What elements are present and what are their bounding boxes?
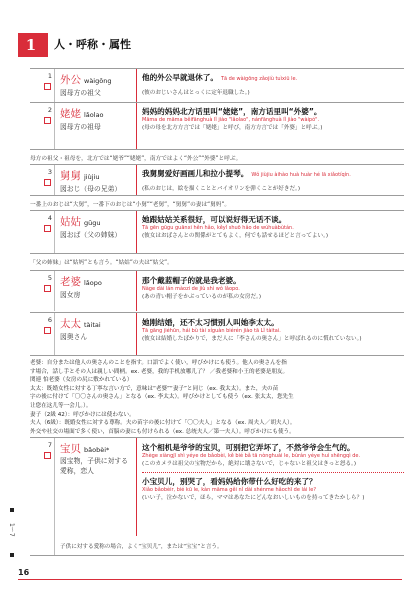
entry-6 — [30, 312, 404, 355]
entry-5 — [30, 270, 404, 311]
entry-1 — [30, 68, 404, 102]
example — [142, 317, 404, 342]
entry-word: 老婆 lǎopo — [60, 276, 102, 288]
divider — [54, 438, 55, 556]
example — [142, 106, 404, 131]
usage-line: 外交や社交の場面で多く使い，首脳の妻にも付けられる（ex. 总统夫人／第一夫人）。呼びかけにも使う。 — [30, 428, 295, 435]
example-cn: 这个相机是爷爷的宝贝，可别把它弄坏了，不然爷爷会生气的。 — [142, 443, 355, 452]
entry-number: 5 — [47, 274, 52, 282]
entry-number: 2 — [47, 106, 52, 114]
note: 「父の姉妹」は“姑妈”とも言う。“姑姑”の夫は“姑父”。 — [30, 253, 404, 266]
entry-checkbox[interactable] — [44, 452, 51, 459]
entry-checkbox[interactable] — [44, 83, 51, 90]
example-ja: (彼のおじいさんはとっくに定年退職した。) — [142, 90, 250, 96]
divider — [136, 165, 137, 195]
example-pinyin: Tā gāng jiéhūn, hái bù tài xíguàn biérén jiào tā Lǐ tàitai. — [142, 328, 281, 334]
divider — [54, 103, 55, 149]
example-cn: 我舅舅爱好画画儿和拉小提琴。 Wǒ jiùjiu àihào huà huàr hé lā xiǎotíqín. — [142, 169, 351, 178]
entry-meaning: 図宝物，子供に対する愛称，恋人 — [60, 457, 128, 475]
usage-line: 老婆：自分または他人の奥さんのことを指す。口語でよく使い，呼びかけにも使う。他人の奥さんを指 — [30, 360, 287, 366]
divider — [54, 271, 55, 311]
usage-line: 字の後に付けて「〇〇さんの奥さん」となる（ex. 李太太）。呼びかけとしても使う（ex. 张太太，您先生 — [30, 394, 294, 401]
example — [142, 72, 404, 96]
chapter-number: 1 — [25, 36, 37, 54]
example-cn: 他的外公早就退休了。 Tā de wàigōng zǎojiù tuìxiū le. — [142, 73, 298, 82]
entry-meaning: 図おじ（母の兄弟） — [60, 185, 122, 193]
usage-line: 让您在这儿等一会儿。）。 — [30, 402, 92, 409]
usage-line: す場合，話し手とその人は親しい間柄。ex. 老婆，我的手机放哪儿了？ ／我老婆和小王的老婆是朋友。 — [30, 368, 289, 375]
footer-line — [18, 579, 402, 580]
example — [142, 275, 404, 300]
entry-number: 6 — [47, 316, 52, 324]
entry-meaning: 図母方の祖父 — [60, 89, 101, 97]
example — [142, 168, 404, 192]
usage-notes — [30, 355, 404, 436]
entry-number: 1 — [47, 72, 52, 80]
divider — [136, 103, 137, 149]
divider — [136, 211, 137, 253]
usage-line: 関連 怕老婆（女房の尻に敷かれている） — [30, 377, 133, 384]
example-ja: (あの青い帽子をかぶっているのが私の女房だ。) — [142, 294, 262, 300]
entry-checkbox[interactable] — [44, 327, 51, 334]
usage-line: 妻子（2級 42）：呼びかけには使わない。 — [30, 411, 135, 418]
side-marker — [10, 508, 14, 512]
example-pinyin: Māma de māma běifānghuà lǐ jiào "lǎolao", nánfānghuà lǐ jiào "wàipó". — [142, 117, 320, 123]
entry-meaning: 図母方の祖母 — [60, 123, 101, 131]
entry-meaning: 図奥さん — [60, 333, 88, 341]
note: 一番上のおじは“大舅”，一番下のおじは“小舅”“老舅”，“舅舅”の妻は“舅妈”。 — [30, 195, 404, 208]
divider — [136, 438, 137, 536]
divider — [54, 69, 55, 102]
note: 母方の祖父・祖母を，北方では“姥爷”“姥姥”，南方ではよく“外公”“外婆”と呼ぶ。 — [30, 149, 404, 162]
example-ja: (彼女は結婚したばかりで，まだ人に「李さんの奥さん」と呼ばれるのに慣れていない。) — [142, 336, 362, 342]
example-ja: (彼女はおばさんとの関係がとてもよく，何でも話せるほどと言ってよい。) — [142, 233, 329, 239]
entry-word: 宝贝 bǎobèi* — [60, 443, 110, 455]
example-ja: (いい子，泣かないで，ほら，ママはあなたにどんなおいしいものを持ってきたかしら？) — [142, 495, 365, 501]
divider — [136, 313, 137, 355]
example-pinyin: Nàge dài lán màozi de jiù shì wǒ lǎopo. — [142, 286, 240, 292]
chapter-header — [18, 33, 402, 57]
example-cn: 小宝贝儿，别哭了，看妈妈给你带什么好吃的来了？ — [142, 477, 317, 486]
entry-number: 3 — [47, 168, 52, 176]
example-cn: 她刚结婚，还不太习惯别人叫她李太太。 — [142, 318, 279, 327]
entry-checkbox[interactable] — [44, 285, 51, 292]
chapter-title: 人・呼称・属性 — [48, 33, 404, 57]
divider — [54, 313, 55, 355]
side-marker — [10, 553, 14, 557]
example-ja: (私のおじは，絵を描くこととバイオリンを弾くことが好きだ。) — [142, 186, 301, 192]
example — [142, 442, 404, 501]
divider — [30, 555, 404, 556]
usage-line: 太太：既婚女性に対する丁寧な言い方で，意味は“老婆”“妻子”と同じ（ex. 我太太）。また，夫の苗 — [30, 385, 279, 392]
divider — [136, 271, 137, 311]
example-pinyin: Zhège xiàngjī shì yéye de bǎobèi, kě bié bǎ tā nònghuài le, bùrán yéye huì shēngqì de. — [142, 453, 361, 459]
example — [142, 214, 404, 239]
side-label: 1〜7 — [8, 523, 15, 537]
example-ja: (このカメラは祖父の宝物だから，絶対に壊さないで，じゃないと祖父はきっと怒る。) — [142, 461, 357, 467]
entry-2 — [30, 102, 404, 149]
entry-meaning: 図おば（父の姉妹） — [60, 231, 122, 239]
example-pinyin: Tā gēn gūgu guānxi hěn hǎo, kěyǐ shuō hǎo de wúhuàbùtán. — [142, 225, 294, 231]
entry-word: 太太 tàitai — [60, 318, 101, 330]
entry-checkbox[interactable] — [44, 117, 51, 124]
page-number: 16 — [18, 568, 30, 577]
entry-meaning: 図女房 — [60, 291, 81, 299]
divider — [54, 211, 55, 253]
entry-7 — [30, 437, 404, 556]
example-cn: 妈妈的妈妈北方话里叫“姥姥”，南方话里叫“外婆”。 — [142, 107, 322, 116]
entry-note: 子供に対する愛称の場合，よく“宝贝儿”，または“宝宝”と言う。 — [60, 544, 223, 550]
entry-checkbox[interactable] — [44, 179, 51, 186]
entry-3 — [30, 164, 404, 195]
entry-number: 4 — [47, 214, 52, 222]
divider — [136, 69, 137, 102]
example-cn: 那个戴蓝帽子的就是我老婆。 — [142, 276, 241, 285]
divider — [54, 165, 55, 195]
example-divider — [142, 472, 404, 473]
entry-word: 姑姑 gūgu — [60, 216, 101, 228]
entry-word: 舅舅 jiùjiu — [60, 170, 100, 182]
example-ja: (母の母を北方方言では「姥姥」と呼び，南方方言では「外婆」と呼ぶ。) — [142, 125, 323, 131]
entry-checkbox[interactable] — [44, 225, 51, 232]
entry-4 — [30, 210, 404, 253]
example-cn: 她跟姑姑关系很好，可以说好得无话不谈。 — [142, 215, 287, 224]
example-pinyin: Xiǎo bǎobèir, bié kū le, kàn māma gěi nǐ dài shénme hǎochī de lái le? — [142, 487, 317, 493]
entry-word: 姥姥 lǎolao — [60, 108, 104, 120]
entry-word: 外公 wàigōng — [60, 74, 112, 86]
entry-number: 7 — [47, 441, 52, 449]
usage-line: 夫人（6級）：既婚女性に対する尊称。夫の苗字の後に付けて「〇〇夫人」となる（ex. 周夫人／胡夫人）。 — [30, 420, 296, 427]
